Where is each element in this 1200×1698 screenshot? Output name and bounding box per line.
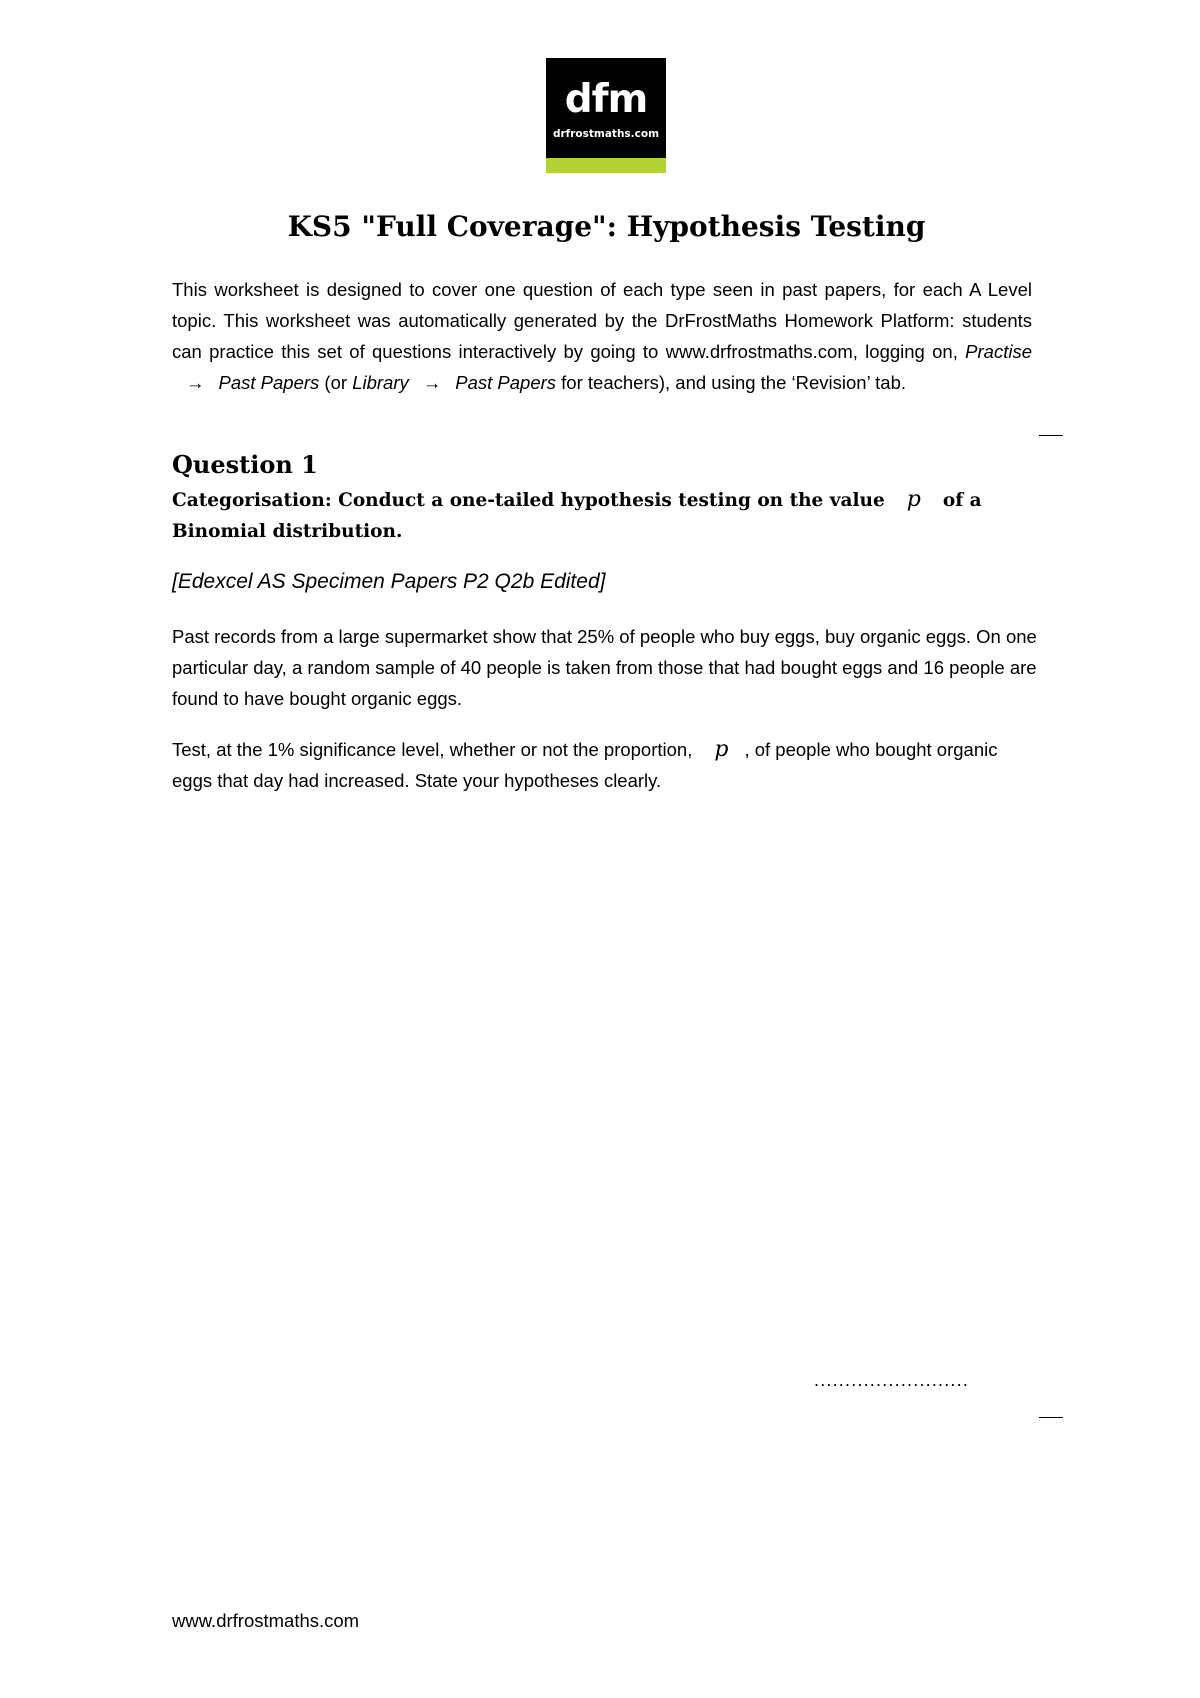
intro-text-2: (or — [324, 372, 348, 393]
intro-arrow-2: → — [422, 372, 442, 393]
dfm-logo — [546, 58, 666, 173]
intro-nav-practise: Practise — [965, 341, 1032, 362]
question-heading: Question 1 — [172, 450, 318, 479]
answer-line: ......................... — [814, 1370, 970, 1390]
question-paragraph-2 — [172, 734, 1038, 796]
intro-text-3: for teachers), and using the ‘Revision’ tab. — [561, 372, 907, 393]
logo-accent-bar — [546, 158, 666, 173]
footer-url: www.drfrostmaths.com — [172, 1610, 360, 1631]
question-paragraph-1: Past records from a large supermarket show that 25% of people who buy eggs, buy organic eggs. On one particular day, a random sample of 40 people is taken from those that had bought eggs and 16 people are found to have bought organic eggs. — [172, 626, 1037, 709]
logo-url: drfrostmaths.com — [552, 128, 660, 140]
intro-nav-past-papers: Past Papers — [218, 372, 320, 393]
margin-dash-bottom — [1039, 1417, 1063, 1418]
categorisation-text-2: of a Binomial distribution. — [172, 490, 982, 542]
margin-dash-top — [1039, 435, 1063, 436]
intro-text-1: This worksheet is designed to cover one question of each type seen in past papers, for each A Level topic. This worksheet was automatically generated by the DrFrostMaths Homework Platform: students can practice this set of questions interactively by going to www.drfrostmaths.com, logging on, — [172, 279, 1032, 362]
worksheet-title: KS5 "Full Coverage": Hypothesis Testing — [287, 210, 926, 243]
question-paragraph-2-text-2: , of people who bought organic eggs that day had increased. State your hypotheses clearly. — [172, 739, 998, 791]
intro-nav-library: Library — [352, 372, 409, 393]
math-variable-p: p — [906, 487, 921, 512]
intro-nav-past-papers-2: Past Papers — [455, 372, 557, 393]
intro-arrow-1: → — [186, 372, 205, 393]
logo-mark: dfm — [564, 77, 648, 122]
intro-paragraph — [172, 274, 1032, 398]
question-paragraph-2-text-1: Test, at the 1% significance level, whether or not the proportion, — [172, 739, 693, 760]
categorisation-text-1: Categorisation: Conduct a one-tailed hypothesis testing on the value — [172, 490, 885, 511]
categorisation — [172, 484, 1032, 547]
question-source: [Edexcel AS Specimen Papers P2 Q2b Edited] — [172, 570, 606, 593]
math-variable-p-2: p — [714, 737, 729, 762]
